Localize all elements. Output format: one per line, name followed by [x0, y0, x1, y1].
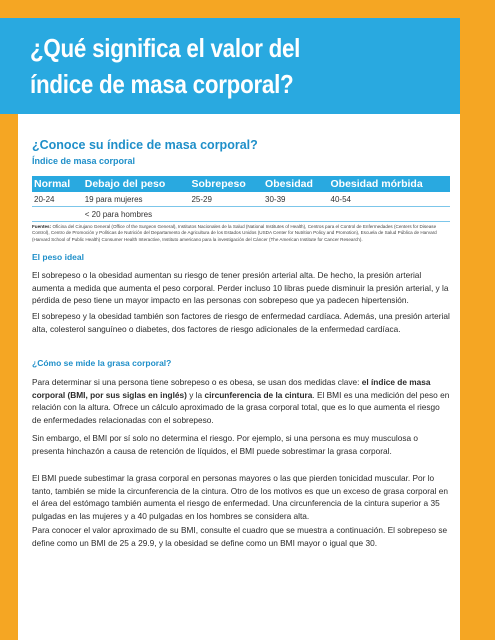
paragraph: El BMI puede subestimar la grasa corporal en personas mayores o las que pierden tonicidad muscular. Por lo tanto, también se mide la circunferencia de la cintura. Otro de los motivos es que un exceso de grasa corporal en el área del estómago también aumenta el riesgo de enfermedad. Una circunferencia de la cintura superior a 35 pulgadas en las mujeres y a 40 pulgadas en los hombres se considera alta. [32, 473, 448, 521]
section-heading-grasa: ¿Cómo se mide la grasa corporal? [32, 358, 172, 368]
table-cell: < 20 para hombres [83, 207, 190, 222]
table-row [32, 192, 450, 207]
col-header: Obesidad mórbida [329, 176, 451, 192]
table-cell: 30-39 [263, 192, 328, 207]
paragraph: Sin embargo, el BMI por sí solo no determina el riesgo. Por ejemplo, si una persona es muy musculosa o presenta hinchazón a causa de retención de líquidos, el BMI puede sobrestimar la grasa corporal. [32, 433, 418, 456]
col-header: Sobrepeso [189, 176, 263, 192]
paragraph: El sobrepeso o la obesidad aumentan su riesgo de tener presión arterial alta. De hecho, la presión arterial aumenta a medida que aumenta el peso corporal. Perder incluso 10 libras puede disminuir la presión arterial, y la pérdida de peso tiene un mayor impacto en las personas con sobrepeso que ya padecen hipertensión. [32, 270, 449, 305]
table-cell: 25-29 [189, 192, 263, 207]
table-cell [263, 207, 328, 222]
col-header: Normal [32, 176, 83, 192]
section-heading-peso-ideal: El peso ideal [32, 252, 84, 262]
table-cell: 19 para mujeres [83, 192, 190, 207]
table-header-row [32, 176, 450, 192]
content-panel [18, 114, 460, 640]
paragraph: Para conocer el valor aproximado de su BMI, consulte el cuadro que se muestra a continuación. El sobrepeso se define como un BMI de 25 a 29.9, y la obesidad se define como un BMI mayor o igual que 30. [32, 525, 448, 548]
table-cell [189, 207, 263, 222]
table-cell: 40-54 [329, 192, 451, 207]
col-header: Obesidad [263, 176, 328, 192]
top-accent-bar [0, 0, 495, 18]
col-header: Debajo del peso [83, 176, 190, 192]
bmi-table [32, 176, 450, 222]
table-cell [32, 207, 83, 222]
paragraph: El sobrepeso y la obesidad también son factores de riesgo de enfermedad cardíaca. Además, una presión arterial alta, colesterol sanguíneo o diabetes, dos factores de riesgo adicionales de la enfermedad cardíaca. [32, 311, 450, 334]
page-title: ¿Qué significa el valor del índice de masa corporal? [30, 33, 301, 99]
table-title: Índice de masa corporal [32, 156, 136, 166]
paragraph: Para determinar si una persona tiene sobrepeso o es obesa, se usan dos medidas clave: el índice de masa corporal (BMI, por sus siglas en inglés) y la circunferencia de la cintura. El BMI es una medición del peso en relación con la altura. Ofrece un cálculo aproximado de la grasa corporal total, que es lo que aumenta el riesgo de enfermedades relacionadas con el sobrepeso. [32, 377, 450, 425]
table-cell: 20-24 [32, 192, 83, 207]
sources-note: Fuentes: Oficina del Cirujano General (Office of the Surgeon General), Institutos Nacionales de la Salud (National Institutes of Health), Centros para el Control de Enfermedades (Centers for Disease Control), Centro de Promoción y Políticas de Nutrición del Departamento de Agricultura de los Estados Unidos (USDA Center for Nutrition Policy and Promotion), Escuela de Salud Pública de Harvard (Harvard School of Public Health) Consumer Health Interactive, Instituto americano para la investigación del Cáncer (The American Institute for Cancer Research). [32, 224, 437, 242]
section-question: ¿Conoce su índice de masa corporal? [32, 138, 258, 152]
table-cell [329, 207, 451, 222]
table-row [32, 207, 450, 222]
